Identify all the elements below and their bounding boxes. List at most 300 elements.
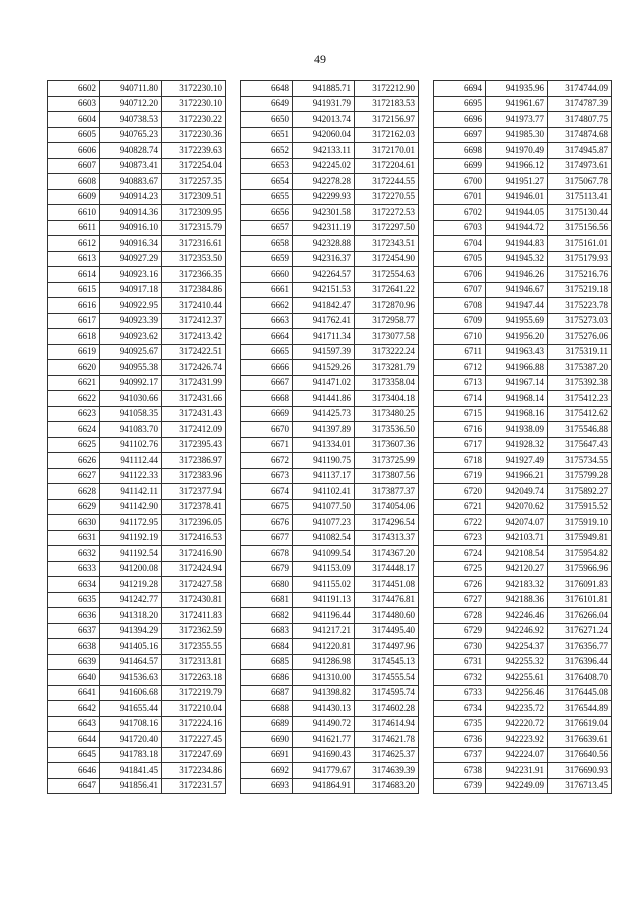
point-number-cell: 6675 [241,499,293,515]
x-coordinate-cell: 941242.77 [100,592,162,608]
x-coordinate-cell: 942224.07 [486,747,548,763]
x-coordinate-cell: 941529.26 [293,360,355,376]
coordinate-table-2 [240,80,419,794]
point-number-cell: 6638 [48,639,100,655]
x-coordinate-cell: 941334.01 [293,437,355,453]
x-coordinate-cell: 941137.17 [293,468,355,484]
x-coordinate-cell: 941946.67 [486,282,548,298]
x-coordinate-cell: 941961.67 [486,96,548,112]
table-row [434,313,612,329]
table-row [241,344,419,360]
x-coordinate-cell: 941956.20 [486,329,548,345]
x-coordinate-cell: 941430.13 [293,701,355,717]
point-number-cell: 6722 [434,515,486,531]
y-coordinate-cell: 3176396.44 [548,654,612,670]
y-coordinate-cell: 3175734.55 [548,453,612,469]
y-coordinate-cell: 3174497.96 [355,639,419,655]
point-number-cell: 6725 [434,561,486,577]
point-number-cell: 6679 [241,561,293,577]
x-coordinate-cell: 941153.09 [293,561,355,577]
table-row [48,282,226,298]
point-number-cell: 6611 [48,220,100,236]
x-coordinate-cell: 941471.02 [293,375,355,391]
point-number-cell: 6713 [434,375,486,391]
table-row [241,298,419,314]
x-coordinate-cell: 941970.49 [486,143,548,159]
x-coordinate-cell: 941955.69 [486,313,548,329]
x-coordinate-cell: 942256.46 [486,685,548,701]
x-coordinate-cell: 940992.17 [100,375,162,391]
table-row [241,81,419,97]
x-coordinate-cell: 942060.04 [293,127,355,143]
table-row [241,623,419,639]
point-number-cell: 6607 [48,158,100,174]
point-number-cell: 6639 [48,654,100,670]
x-coordinate-cell: 940925.67 [100,344,162,360]
table-row [241,205,419,221]
x-coordinate-cell: 941927.49 [486,453,548,469]
x-coordinate-cell: 941783.18 [100,747,162,763]
point-number-cell: 6721 [434,499,486,515]
point-number-cell: 6646 [48,763,100,779]
y-coordinate-cell: 3172384.86 [162,282,226,298]
x-coordinate-cell: 941405.16 [100,639,162,655]
x-coordinate-cell: 941394.29 [100,623,162,639]
y-coordinate-cell: 3174807.75 [548,112,612,128]
x-coordinate-cell: 941935.96 [486,81,548,97]
y-coordinate-cell: 3175156.56 [548,220,612,236]
table-row [48,670,226,686]
y-coordinate-cell: 3174367.20 [355,546,419,562]
y-coordinate-cell: 3175412.62 [548,406,612,422]
point-number-cell: 6662 [241,298,293,314]
x-coordinate-cell: 941864.91 [293,778,355,794]
x-coordinate-cell: 942220.72 [486,716,548,732]
y-coordinate-cell: 3175966.96 [548,561,612,577]
point-number-cell: 6669 [241,406,293,422]
point-number-cell: 6647 [48,778,100,794]
x-coordinate-cell: 940917.18 [100,282,162,298]
table-row [241,747,419,763]
table-row [48,375,226,391]
y-coordinate-cell: 3175647.43 [548,437,612,453]
table-row [434,561,612,577]
point-number-cell: 6695 [434,96,486,112]
y-coordinate-cell: 3173877.37 [355,484,419,500]
y-coordinate-cell: 3172427.58 [162,577,226,593]
point-number-cell: 6636 [48,608,100,624]
table-row [434,747,612,763]
table-row [434,96,612,112]
y-coordinate-cell: 3172366.35 [162,267,226,283]
y-coordinate-cell: 3175954.82 [548,546,612,562]
point-number-cell: 6651 [241,127,293,143]
table-row [434,329,612,345]
point-number-cell: 6723 [434,530,486,546]
point-number-cell: 6733 [434,685,486,701]
table-row [241,391,419,407]
table-row [434,716,612,732]
point-number-cell: 6705 [434,251,486,267]
point-number-cell: 6737 [434,747,486,763]
y-coordinate-cell: 3176091.83 [548,577,612,593]
x-coordinate-cell: 941441.86 [293,391,355,407]
y-coordinate-cell: 3175219.18 [548,282,612,298]
y-coordinate-cell: 3172224.16 [162,716,226,732]
table-row [434,670,612,686]
x-coordinate-cell: 941192.19 [100,530,162,546]
y-coordinate-cell: 3172958.77 [355,313,419,329]
point-number-cell: 6657 [241,220,293,236]
y-coordinate-cell: 3175919.10 [548,515,612,531]
x-coordinate-cell: 941885.71 [293,81,355,97]
table-row [434,732,612,748]
table-row [434,499,612,515]
table-row [241,484,419,500]
x-coordinate-cell: 941966.88 [486,360,548,376]
y-coordinate-cell: 3174614.94 [355,716,419,732]
table-row [434,530,612,546]
table-row [241,763,419,779]
y-coordinate-cell: 3175113.41 [548,189,612,205]
point-number-cell: 6680 [241,577,293,593]
table-row [241,468,419,484]
table-row [241,406,419,422]
x-coordinate-cell: 942249.09 [486,778,548,794]
point-number-cell: 6661 [241,282,293,298]
point-number-cell: 6684 [241,639,293,655]
table-row [434,437,612,453]
table-row [48,96,226,112]
table-row [434,685,612,701]
table-row [434,158,612,174]
point-number-cell: 6685 [241,654,293,670]
y-coordinate-cell: 3172316.61 [162,236,226,252]
point-number-cell: 6701 [434,189,486,205]
point-number-cell: 6629 [48,499,100,515]
point-number-cell: 6678 [241,546,293,562]
x-coordinate-cell: 942311.19 [293,220,355,236]
table-row [434,468,612,484]
point-number-cell: 6605 [48,127,100,143]
x-coordinate-cell: 940765.23 [100,127,162,143]
table-row [48,732,226,748]
y-coordinate-cell: 3172247.69 [162,747,226,763]
x-coordinate-cell: 941968.14 [486,391,548,407]
table-row [434,623,612,639]
table-row [241,499,419,515]
x-coordinate-cell: 941841.45 [100,763,162,779]
y-coordinate-cell: 3175799.28 [548,468,612,484]
table-row [48,313,226,329]
point-number-cell: 6618 [48,329,100,345]
y-coordinate-cell: 3172212.90 [355,81,419,97]
x-coordinate-cell: 941397.89 [293,422,355,438]
point-number-cell: 6719 [434,468,486,484]
x-coordinate-cell: 941286.98 [293,654,355,670]
x-coordinate-cell: 940916.34 [100,236,162,252]
x-coordinate-cell: 941155.02 [293,577,355,593]
x-coordinate-cell: 941944.72 [486,220,548,236]
x-coordinate-cell: 942070.62 [486,499,548,515]
table-row [48,391,226,407]
point-number-cell: 6734 [434,701,486,717]
table-row [48,422,226,438]
table-row [48,236,226,252]
y-coordinate-cell: 3174595.74 [355,685,419,701]
y-coordinate-cell: 3172297.50 [355,220,419,236]
point-number-cell: 6619 [48,344,100,360]
x-coordinate-cell: 941112.44 [100,453,162,469]
table-row [241,670,419,686]
x-coordinate-cell: 941310.00 [293,670,355,686]
point-number-cell: 6736 [434,732,486,748]
x-coordinate-cell: 941946.01 [486,189,548,205]
y-coordinate-cell: 3172315.79 [162,220,226,236]
y-coordinate-cell: 3172355.55 [162,639,226,655]
x-coordinate-cell: 941711.34 [293,329,355,345]
point-number-cell: 6645 [48,747,100,763]
point-number-cell: 6641 [48,685,100,701]
point-number-cell: 6666 [241,360,293,376]
y-coordinate-cell: 3175412.23 [548,391,612,407]
x-coordinate-cell: 942151.53 [293,282,355,298]
point-number-cell: 6693 [241,778,293,794]
point-number-cell: 6664 [241,329,293,345]
x-coordinate-cell: 940738.53 [100,112,162,128]
x-coordinate-cell: 941968.16 [486,406,548,422]
point-number-cell: 6602 [48,81,100,97]
y-coordinate-cell: 3172272.53 [355,205,419,221]
x-coordinate-cell: 941931.79 [293,96,355,112]
table-row [241,143,419,159]
table-row [48,267,226,283]
table-row [241,732,419,748]
y-coordinate-cell: 3175179.93 [548,251,612,267]
point-number-cell: 6630 [48,515,100,531]
x-coordinate-cell: 941856.41 [100,778,162,794]
table-row [434,778,612,794]
y-coordinate-cell: 3172430.81 [162,592,226,608]
table-row [434,267,612,283]
point-number-cell: 6632 [48,546,100,562]
table-row [48,654,226,670]
table-row [48,406,226,422]
x-coordinate-cell: 941597.39 [293,344,355,360]
y-coordinate-cell: 3176544.89 [548,701,612,717]
table-row [48,360,226,376]
y-coordinate-cell: 3172377.94 [162,484,226,500]
point-number-cell: 6697 [434,127,486,143]
y-coordinate-cell: 3172313.81 [162,654,226,670]
table-row [48,251,226,267]
table-row [241,453,419,469]
y-coordinate-cell: 3172244.55 [355,174,419,190]
point-number-cell: 6727 [434,592,486,608]
x-coordinate-cell: 941217.21 [293,623,355,639]
y-coordinate-cell: 3172230.10 [162,96,226,112]
y-coordinate-cell: 3175387.20 [548,360,612,376]
point-number-cell: 6604 [48,112,100,128]
y-coordinate-cell: 3173077.58 [355,329,419,345]
y-coordinate-cell: 3172395.43 [162,437,226,453]
y-coordinate-cell: 3172257.35 [162,174,226,190]
table-row [48,453,226,469]
point-number-cell: 6711 [434,344,486,360]
x-coordinate-cell: 940923.39 [100,313,162,329]
table-row [241,685,419,701]
point-number-cell: 6635 [48,592,100,608]
y-coordinate-cell: 3172413.42 [162,329,226,345]
y-coordinate-cell: 3174787.39 [548,96,612,112]
point-number-cell: 6633 [48,561,100,577]
table-row [434,546,612,562]
point-number-cell: 6682 [241,608,293,624]
y-coordinate-cell: 3175915.52 [548,499,612,515]
x-coordinate-cell: 940712.20 [100,96,162,112]
point-number-cell: 6718 [434,453,486,469]
y-coordinate-cell: 3172431.99 [162,375,226,391]
x-coordinate-cell: 940923.62 [100,329,162,345]
y-coordinate-cell: 3172424.94 [162,561,226,577]
table-row [434,375,612,391]
y-coordinate-cell: 3176690.93 [548,763,612,779]
point-number-cell: 6631 [48,530,100,546]
y-coordinate-cell: 3172156.97 [355,112,419,128]
x-coordinate-cell: 941928.32 [486,437,548,453]
x-coordinate-cell: 942301.58 [293,205,355,221]
y-coordinate-cell: 3174621.78 [355,732,419,748]
y-coordinate-cell: 3174625.37 [355,747,419,763]
y-coordinate-cell: 3172227.45 [162,732,226,748]
x-coordinate-cell: 941945.32 [486,251,548,267]
x-coordinate-cell: 941219.28 [100,577,162,593]
point-number-cell: 6672 [241,453,293,469]
point-number-cell: 6674 [241,484,293,500]
table-row [48,515,226,531]
table-row [434,143,612,159]
point-number-cell: 6620 [48,360,100,376]
point-number-cell: 6658 [241,236,293,252]
y-coordinate-cell: 3174555.54 [355,670,419,686]
table-row [241,654,419,670]
x-coordinate-cell: 942108.54 [486,546,548,562]
table-row [434,236,612,252]
point-number-cell: 6706 [434,267,486,283]
page-number: 49 [314,52,326,66]
x-coordinate-cell: 941690.43 [293,747,355,763]
point-number-cell: 6715 [434,406,486,422]
x-coordinate-cell: 941220.81 [293,639,355,655]
point-number-cell: 6610 [48,205,100,221]
y-coordinate-cell: 3176445.08 [548,685,612,701]
point-number-cell: 6738 [434,763,486,779]
table-row [241,112,419,128]
table-row [434,360,612,376]
table-row [241,701,419,717]
point-number-cell: 6689 [241,716,293,732]
point-number-cell: 6686 [241,670,293,686]
x-coordinate-cell: 942264.57 [293,267,355,283]
x-coordinate-cell: 940914.36 [100,205,162,221]
table-row [434,639,612,655]
y-coordinate-cell: 3175161.01 [548,236,612,252]
point-number-cell: 6613 [48,251,100,267]
table-row [241,313,419,329]
table-row [48,189,226,205]
x-coordinate-cell: 941082.54 [293,530,355,546]
point-number-cell: 6726 [434,577,486,593]
y-coordinate-cell: 3176619.04 [548,716,612,732]
point-number-cell: 6696 [434,112,486,128]
table-row [48,716,226,732]
point-number-cell: 6606 [48,143,100,159]
x-coordinate-cell: 941190.75 [293,453,355,469]
table-row [241,561,419,577]
point-number-cell: 6683 [241,623,293,639]
coordinate-table-3 [433,80,612,794]
table-row [434,112,612,128]
x-coordinate-cell: 941963.43 [486,344,548,360]
point-number-cell: 6692 [241,763,293,779]
table-row [241,592,419,608]
y-coordinate-cell: 3175392.38 [548,375,612,391]
point-number-cell: 6691 [241,747,293,763]
x-coordinate-cell: 942246.46 [486,608,548,624]
table-row [241,716,419,732]
point-number-cell: 6730 [434,639,486,655]
y-coordinate-cell: 3176640.56 [548,747,612,763]
y-coordinate-cell: 3174874.68 [548,127,612,143]
y-coordinate-cell: 3175130.44 [548,205,612,221]
table-row [434,484,612,500]
y-coordinate-cell: 3172554.63 [355,267,419,283]
x-coordinate-cell: 941077.23 [293,515,355,531]
table-row [434,189,612,205]
y-coordinate-cell: 3173807.56 [355,468,419,484]
table-row [434,515,612,531]
y-coordinate-cell: 3172343.51 [355,236,419,252]
table-row [434,608,612,624]
table-row [48,778,226,794]
x-coordinate-cell: 941191.13 [293,592,355,608]
table-row [434,282,612,298]
y-coordinate-cell: 3175216.76 [548,267,612,283]
x-coordinate-cell: 942049.74 [486,484,548,500]
y-coordinate-cell: 3172412.37 [162,313,226,329]
point-number-cell: 6698 [434,143,486,159]
point-number-cell: 6642 [48,701,100,717]
x-coordinate-cell: 941944.05 [486,205,548,221]
y-coordinate-cell: 3172431.43 [162,406,226,422]
x-coordinate-cell: 940922.95 [100,298,162,314]
x-coordinate-cell: 941655.44 [100,701,162,717]
y-coordinate-cell: 3172416.90 [162,546,226,562]
table-row [241,546,419,562]
table-row [241,127,419,143]
y-coordinate-cell: 3172183.53 [355,96,419,112]
table-row [434,81,612,97]
x-coordinate-cell: 941606.68 [100,685,162,701]
point-number-cell: 6609 [48,189,100,205]
y-coordinate-cell: 3174945.87 [548,143,612,159]
x-coordinate-cell: 941425.73 [293,406,355,422]
y-coordinate-cell: 3176101.81 [548,592,612,608]
y-coordinate-cell: 3173222.24 [355,344,419,360]
y-coordinate-cell: 3175949.81 [548,530,612,546]
y-coordinate-cell: 3172396.05 [162,515,226,531]
point-number-cell: 6656 [241,205,293,221]
